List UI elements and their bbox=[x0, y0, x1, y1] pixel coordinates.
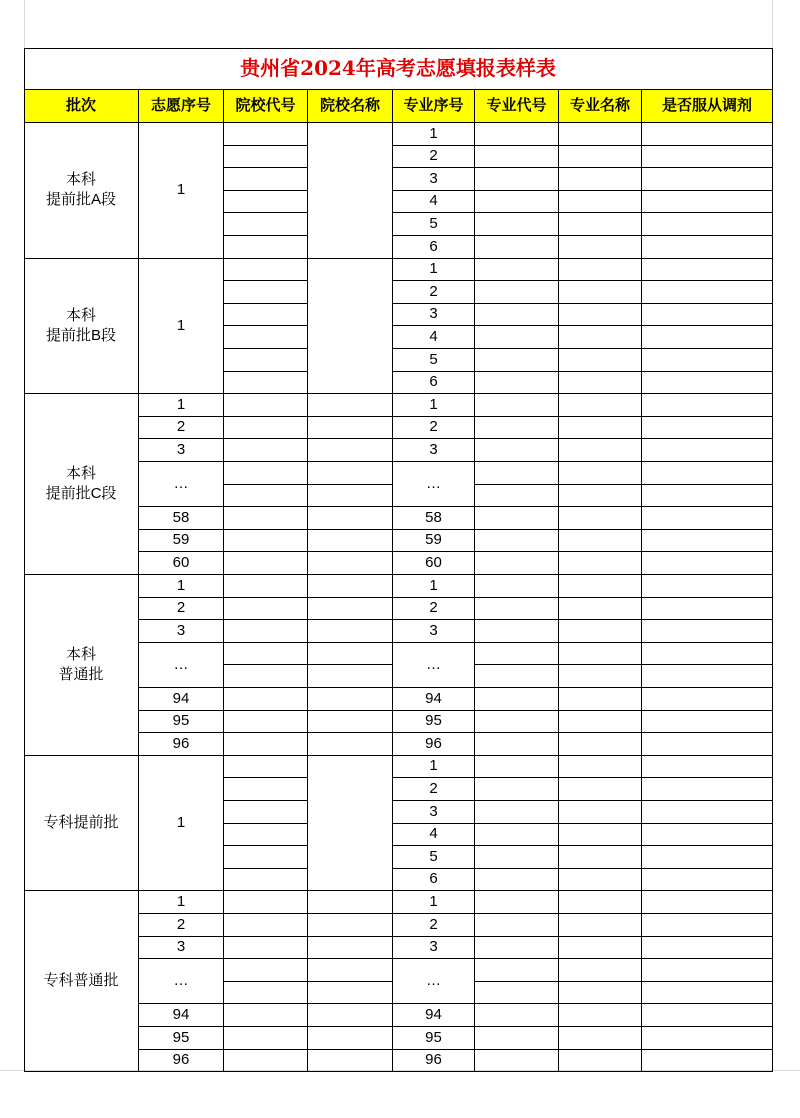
batch-cell: 本科 提前批C段 bbox=[24, 394, 139, 575]
input-cell[interactable] bbox=[642, 914, 773, 937]
input-cell[interactable] bbox=[642, 1050, 773, 1073]
college-code-cell[interactable] bbox=[224, 281, 308, 304]
major-number-cell: 1 bbox=[393, 259, 475, 282]
header-3: 院校名称 bbox=[308, 90, 393, 123]
input-cell[interactable] bbox=[224, 643, 308, 666]
header-1: 志愿序号 bbox=[139, 90, 224, 123]
input-cell[interactable] bbox=[308, 982, 393, 1005]
application-form-table bbox=[24, 48, 773, 1070]
input-cell[interactable] bbox=[308, 959, 393, 982]
input-cell[interactable] bbox=[642, 688, 773, 711]
choice-number-cell: … bbox=[139, 643, 224, 688]
input-cell[interactable] bbox=[224, 937, 308, 960]
input-cell[interactable] bbox=[475, 123, 559, 146]
input-cell[interactable] bbox=[475, 530, 559, 553]
college-code-cell[interactable] bbox=[224, 326, 308, 349]
input-cell[interactable] bbox=[559, 507, 642, 530]
major-number-cell: 2 bbox=[393, 914, 475, 937]
input-cell[interactable] bbox=[559, 530, 642, 553]
input-cell[interactable] bbox=[224, 417, 308, 440]
college-code-cell[interactable] bbox=[224, 236, 308, 259]
input-cell[interactable] bbox=[559, 168, 642, 191]
major-number-cell: 5 bbox=[393, 213, 475, 236]
input-cell[interactable] bbox=[642, 598, 773, 621]
college-code-cell[interactable] bbox=[224, 168, 308, 191]
input-cell[interactable] bbox=[559, 191, 642, 214]
input-cell[interactable] bbox=[475, 1027, 559, 1050]
input-cell[interactable] bbox=[475, 394, 559, 417]
input-cell[interactable] bbox=[224, 914, 308, 937]
major-number-cell: 1 bbox=[393, 123, 475, 146]
input-cell[interactable] bbox=[308, 507, 393, 530]
major-number-cell: 3 bbox=[393, 937, 475, 960]
major-number-cell: 59 bbox=[393, 530, 475, 553]
input-cell[interactable] bbox=[308, 530, 393, 553]
input-cell[interactable] bbox=[224, 711, 308, 734]
major-number-cell: 6 bbox=[393, 372, 475, 395]
header-6: 专业名称 bbox=[559, 90, 642, 123]
input-cell[interactable] bbox=[559, 1050, 642, 1073]
input-cell[interactable] bbox=[475, 146, 559, 169]
major-number-cell: 4 bbox=[393, 326, 475, 349]
input-cell[interactable] bbox=[475, 575, 559, 598]
choice-number-cell: 58 bbox=[139, 507, 224, 530]
batch-cell: 专科提前批 bbox=[24, 756, 139, 892]
input-cell[interactable] bbox=[224, 575, 308, 598]
input-cell[interactable] bbox=[308, 733, 393, 756]
input-cell[interactable] bbox=[308, 914, 393, 937]
input-cell[interactable] bbox=[642, 439, 773, 462]
input-cell[interactable] bbox=[642, 213, 773, 236]
input-cell[interactable] bbox=[559, 213, 642, 236]
input-cell[interactable] bbox=[475, 801, 559, 824]
choice-number-cell: 3 bbox=[139, 439, 224, 462]
major-number-cell: 2 bbox=[393, 778, 475, 801]
college-name-cell[interactable] bbox=[308, 123, 393, 259]
choice-number-cell: 94 bbox=[139, 1004, 224, 1027]
choice-number-cell: 95 bbox=[139, 711, 224, 734]
input-cell[interactable] bbox=[642, 733, 773, 756]
header-2: 院校代号 bbox=[224, 90, 308, 123]
choice-number-cell: 2 bbox=[139, 598, 224, 621]
input-cell[interactable] bbox=[224, 982, 308, 1005]
input-cell[interactable] bbox=[642, 417, 773, 440]
major-number-cell: 1 bbox=[393, 575, 475, 598]
input-cell[interactable] bbox=[475, 846, 559, 869]
input-cell[interactable] bbox=[224, 552, 308, 575]
major-number-cell: 58 bbox=[393, 507, 475, 530]
input-cell[interactable] bbox=[224, 485, 308, 508]
input-cell[interactable] bbox=[642, 891, 773, 914]
sheet-guide-left bbox=[24, 0, 25, 48]
input-cell[interactable] bbox=[642, 1004, 773, 1027]
choice-number-cell: 96 bbox=[139, 1050, 224, 1073]
input-cell[interactable] bbox=[308, 439, 393, 462]
input-cell[interactable] bbox=[475, 485, 559, 508]
input-cell[interactable] bbox=[308, 620, 393, 643]
input-cell[interactable] bbox=[475, 1004, 559, 1027]
input-cell[interactable] bbox=[559, 123, 642, 146]
major-number-cell: 5 bbox=[393, 349, 475, 372]
input-cell[interactable] bbox=[642, 530, 773, 553]
major-number-cell: 5 bbox=[393, 846, 475, 869]
input-cell[interactable] bbox=[475, 665, 559, 688]
input-cell[interactable] bbox=[224, 394, 308, 417]
input-cell[interactable] bbox=[559, 688, 642, 711]
input-cell[interactable] bbox=[475, 236, 559, 259]
major-number-cell: 94 bbox=[393, 1004, 475, 1027]
input-cell[interactable] bbox=[642, 1027, 773, 1050]
input-cell[interactable] bbox=[224, 507, 308, 530]
input-cell[interactable] bbox=[559, 620, 642, 643]
header-7: 是否服从调剂 bbox=[642, 90, 773, 123]
choice-number-cell: 1 bbox=[139, 575, 224, 598]
input-cell[interactable] bbox=[559, 417, 642, 440]
college-code-cell[interactable] bbox=[224, 349, 308, 372]
input-cell[interactable] bbox=[642, 123, 773, 146]
major-number-cell: 2 bbox=[393, 417, 475, 440]
input-cell[interactable] bbox=[642, 259, 773, 282]
input-cell[interactable] bbox=[642, 778, 773, 801]
input-cell[interactable] bbox=[559, 711, 642, 734]
input-cell[interactable] bbox=[475, 552, 559, 575]
input-cell[interactable] bbox=[642, 711, 773, 734]
input-cell[interactable] bbox=[559, 349, 642, 372]
input-cell[interactable] bbox=[642, 281, 773, 304]
input-cell[interactable] bbox=[642, 801, 773, 824]
major-number-cell: 3 bbox=[393, 168, 475, 191]
input-cell[interactable] bbox=[642, 643, 773, 666]
input-cell[interactable] bbox=[475, 191, 559, 214]
major-number-cell: 2 bbox=[393, 281, 475, 304]
input-cell[interactable] bbox=[224, 688, 308, 711]
input-cell[interactable] bbox=[559, 304, 642, 327]
batch-cell: 本科 普通批 bbox=[24, 575, 139, 756]
major-number-cell: 95 bbox=[393, 711, 475, 734]
major-number-cell: 96 bbox=[393, 1050, 475, 1073]
college-code-cell[interactable] bbox=[224, 824, 308, 847]
input-cell[interactable] bbox=[642, 756, 773, 779]
input-cell[interactable] bbox=[559, 869, 642, 892]
input-cell[interactable] bbox=[642, 326, 773, 349]
major-number-cell: 4 bbox=[393, 191, 475, 214]
input-cell[interactable] bbox=[308, 688, 393, 711]
college-code-cell[interactable] bbox=[224, 756, 308, 779]
college-name-cell[interactable] bbox=[308, 259, 393, 395]
input-cell[interactable] bbox=[475, 959, 559, 982]
header-5: 专业代号 bbox=[475, 90, 559, 123]
college-name-cell[interactable] bbox=[308, 756, 393, 892]
choice-number-cell: 60 bbox=[139, 552, 224, 575]
input-cell[interactable] bbox=[308, 394, 393, 417]
college-code-cell[interactable] bbox=[224, 191, 308, 214]
input-cell[interactable] bbox=[559, 372, 642, 395]
choice-number-cell: 94 bbox=[139, 688, 224, 711]
choice-number-cell: 1 bbox=[139, 259, 224, 395]
input-cell[interactable] bbox=[559, 439, 642, 462]
input-cell[interactable] bbox=[308, 462, 393, 485]
major-number-cell: 1 bbox=[393, 756, 475, 779]
input-cell[interactable] bbox=[642, 349, 773, 372]
major-number-cell: 1 bbox=[393, 394, 475, 417]
input-cell[interactable] bbox=[642, 575, 773, 598]
input-cell[interactable] bbox=[224, 733, 308, 756]
input-cell[interactable] bbox=[559, 552, 642, 575]
input-cell[interactable] bbox=[308, 598, 393, 621]
input-cell[interactable] bbox=[224, 891, 308, 914]
input-cell[interactable] bbox=[475, 259, 559, 282]
input-cell[interactable] bbox=[224, 598, 308, 621]
major-number-cell: 1 bbox=[393, 891, 475, 914]
input-cell[interactable] bbox=[475, 914, 559, 937]
input-cell[interactable] bbox=[308, 485, 393, 508]
input-cell[interactable] bbox=[475, 733, 559, 756]
input-cell[interactable] bbox=[559, 462, 642, 485]
input-cell[interactable] bbox=[559, 846, 642, 869]
major-number-cell: 3 bbox=[393, 439, 475, 462]
input-cell[interactable] bbox=[224, 1027, 308, 1050]
input-cell[interactable] bbox=[475, 507, 559, 530]
input-cell[interactable] bbox=[642, 485, 773, 508]
input-cell[interactable] bbox=[475, 598, 559, 621]
input-cell[interactable] bbox=[475, 168, 559, 191]
input-cell[interactable] bbox=[308, 665, 393, 688]
input-cell[interactable] bbox=[308, 711, 393, 734]
choice-number-cell: … bbox=[139, 959, 224, 1004]
input-cell[interactable] bbox=[475, 891, 559, 914]
input-cell[interactable] bbox=[559, 982, 642, 1005]
choice-number-cell: … bbox=[139, 462, 224, 507]
header-0: 批次 bbox=[24, 90, 139, 123]
input-cell[interactable] bbox=[475, 462, 559, 485]
input-cell[interactable] bbox=[642, 937, 773, 960]
input-cell[interactable] bbox=[642, 959, 773, 982]
input-cell[interactable] bbox=[559, 824, 642, 847]
input-cell[interactable] bbox=[642, 869, 773, 892]
input-cell[interactable] bbox=[475, 417, 559, 440]
college-code-cell[interactable] bbox=[224, 146, 308, 169]
input-cell[interactable] bbox=[642, 236, 773, 259]
major-number-cell: 60 bbox=[393, 552, 475, 575]
input-cell[interactable] bbox=[559, 665, 642, 688]
major-number-cell: 2 bbox=[393, 598, 475, 621]
input-cell[interactable] bbox=[224, 620, 308, 643]
input-cell[interactable] bbox=[559, 643, 642, 666]
input-cell[interactable] bbox=[559, 959, 642, 982]
choice-number-cell: 1 bbox=[139, 394, 224, 417]
college-code-cell[interactable] bbox=[224, 213, 308, 236]
form-title: 贵州省2024年高考志愿填报表样表 bbox=[24, 48, 773, 90]
input-cell[interactable] bbox=[475, 711, 559, 734]
input-cell[interactable] bbox=[642, 394, 773, 417]
major-number-cell: 6 bbox=[393, 236, 475, 259]
input-cell[interactable] bbox=[475, 982, 559, 1005]
input-cell[interactable] bbox=[475, 688, 559, 711]
input-cell[interactable] bbox=[642, 191, 773, 214]
input-cell[interactable] bbox=[475, 326, 559, 349]
input-cell[interactable] bbox=[559, 914, 642, 937]
input-cell[interactable] bbox=[475, 778, 559, 801]
input-cell[interactable] bbox=[224, 530, 308, 553]
input-cell[interactable] bbox=[308, 552, 393, 575]
major-number-cell: 96 bbox=[393, 733, 475, 756]
input-cell[interactable] bbox=[308, 417, 393, 440]
input-cell[interactable] bbox=[559, 778, 642, 801]
major-number-cell: 6 bbox=[393, 869, 475, 892]
input-cell[interactable] bbox=[475, 824, 559, 847]
input-cell[interactable] bbox=[559, 281, 642, 304]
input-cell[interactable] bbox=[559, 891, 642, 914]
input-cell[interactable] bbox=[642, 168, 773, 191]
input-cell[interactable] bbox=[308, 1050, 393, 1073]
header-4: 专业序号 bbox=[393, 90, 475, 123]
input-cell[interactable] bbox=[642, 824, 773, 847]
input-cell[interactable] bbox=[308, 1004, 393, 1027]
major-number-cell: 95 bbox=[393, 1027, 475, 1050]
input-cell[interactable] bbox=[224, 1050, 308, 1073]
input-cell[interactable] bbox=[308, 1027, 393, 1050]
college-code-cell[interactable] bbox=[224, 778, 308, 801]
input-cell[interactable] bbox=[642, 620, 773, 643]
input-cell[interactable] bbox=[559, 1004, 642, 1027]
major-number-cell: 3 bbox=[393, 801, 475, 824]
choice-number-cell: 96 bbox=[139, 733, 224, 756]
choice-number-cell: 59 bbox=[139, 530, 224, 553]
choice-number-cell: 95 bbox=[139, 1027, 224, 1050]
college-code-cell[interactable] bbox=[224, 846, 308, 869]
input-cell[interactable] bbox=[642, 665, 773, 688]
input-cell[interactable] bbox=[224, 665, 308, 688]
input-cell[interactable] bbox=[475, 439, 559, 462]
input-cell[interactable] bbox=[475, 756, 559, 779]
major-number-cell: … bbox=[393, 959, 475, 1004]
college-code-cell[interactable] bbox=[224, 304, 308, 327]
input-cell[interactable] bbox=[475, 213, 559, 236]
input-cell[interactable] bbox=[559, 236, 642, 259]
input-cell[interactable] bbox=[559, 598, 642, 621]
input-cell[interactable] bbox=[475, 643, 559, 666]
major-number-cell: 4 bbox=[393, 824, 475, 847]
input-cell[interactable] bbox=[224, 462, 308, 485]
input-cell[interactable] bbox=[642, 304, 773, 327]
input-cell[interactable] bbox=[642, 462, 773, 485]
input-cell[interactable] bbox=[559, 801, 642, 824]
choice-number-cell: 2 bbox=[139, 417, 224, 440]
input-cell[interactable] bbox=[559, 575, 642, 598]
college-code-cell[interactable] bbox=[224, 372, 308, 395]
input-cell[interactable] bbox=[559, 485, 642, 508]
college-code-cell[interactable] bbox=[224, 259, 308, 282]
major-number-cell: 2 bbox=[393, 146, 475, 169]
input-cell[interactable] bbox=[224, 1004, 308, 1027]
input-cell[interactable] bbox=[642, 507, 773, 530]
input-cell[interactable] bbox=[559, 259, 642, 282]
input-cell[interactable] bbox=[559, 756, 642, 779]
choice-number-cell: 1 bbox=[139, 756, 224, 892]
input-cell[interactable] bbox=[559, 146, 642, 169]
input-cell[interactable] bbox=[559, 733, 642, 756]
choice-number-cell: 3 bbox=[139, 620, 224, 643]
choice-number-cell: 1 bbox=[139, 891, 224, 914]
input-cell[interactable] bbox=[308, 937, 393, 960]
input-cell[interactable] bbox=[224, 439, 308, 462]
input-cell[interactable] bbox=[559, 394, 642, 417]
input-cell[interactable] bbox=[559, 937, 642, 960]
input-cell[interactable] bbox=[308, 575, 393, 598]
input-cell[interactable] bbox=[559, 326, 642, 349]
major-number-cell: 3 bbox=[393, 620, 475, 643]
input-cell[interactable] bbox=[308, 891, 393, 914]
input-cell[interactable] bbox=[642, 146, 773, 169]
input-cell[interactable] bbox=[475, 281, 559, 304]
input-cell[interactable] bbox=[642, 552, 773, 575]
input-cell[interactable] bbox=[475, 937, 559, 960]
choice-number-cell: 3 bbox=[139, 937, 224, 960]
input-cell[interactable] bbox=[475, 1050, 559, 1073]
sheet-guide-right bbox=[772, 0, 773, 48]
college-code-cell[interactable] bbox=[224, 801, 308, 824]
batch-cell: 本科 提前批A段 bbox=[24, 123, 139, 259]
batch-cell: 本科 提前批B段 bbox=[24, 259, 139, 395]
batch-cell: 专科普通批 bbox=[24, 891, 139, 1072]
input-cell[interactable] bbox=[475, 349, 559, 372]
input-cell[interactable] bbox=[224, 959, 308, 982]
input-cell[interactable] bbox=[642, 372, 773, 395]
input-cell[interactable] bbox=[559, 1027, 642, 1050]
input-cell[interactable] bbox=[475, 372, 559, 395]
input-cell[interactable] bbox=[475, 620, 559, 643]
major-number-cell: 94 bbox=[393, 688, 475, 711]
input-cell[interactable] bbox=[475, 304, 559, 327]
college-code-cell[interactable] bbox=[224, 869, 308, 892]
choice-number-cell: 1 bbox=[139, 123, 224, 259]
input-cell[interactable] bbox=[475, 869, 559, 892]
college-code-cell[interactable] bbox=[224, 123, 308, 146]
choice-number-cell: 2 bbox=[139, 914, 224, 937]
input-cell[interactable] bbox=[642, 982, 773, 1005]
input-cell[interactable] bbox=[642, 846, 773, 869]
input-cell[interactable] bbox=[308, 643, 393, 666]
major-number-cell: … bbox=[393, 643, 475, 688]
major-number-cell: … bbox=[393, 462, 475, 507]
major-number-cell: 3 bbox=[393, 304, 475, 327]
